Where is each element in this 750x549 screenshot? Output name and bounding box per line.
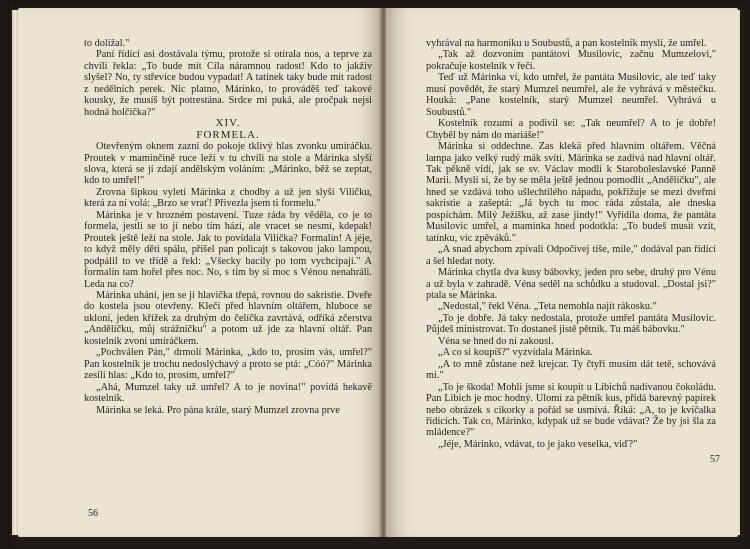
paragraph: Teď už Márinka ví, kdo umřel, že pantáta Musilovic, ale teď taky musí povědět, že starý Mumzel neumřel, ale že vyhrává v městečku. Houká: „Pane kostelník, starý Mumzel neumřel. Vyhrává u Soubustů." xyxy=(426,72,716,118)
chapter-number: XIV. xyxy=(215,117,241,130)
paragraph: Márinka uhání, jen se jí hlavička třepá, rovnou do sakristie. Dveře do kostela jsou otevřeny. Klečí před hlavním oltářem, hluboce se ukloní, jeden křížek za druhým do čelíčka zavrtává, odříká zčerstva „Andělíčku, můj strážníčku" a potom už jde za hlavní oltář. Pan kostelník zvoní umíráčkem. xyxy=(84,289,372,347)
left-page xyxy=(18,8,381,537)
paragraph: Márinka si oddechne. Zas klekä před hlavním oltářem. Věčná lampa jako velký rudý mák svítí. Márinka se zadívá nad hlavní oltář. Tak pěkně vidí, jak se sv. Václav modlí k Staroboleslavské Panně Marii. Myslí si, že by se měla ještě jednou pomodlit „Andělíčku", ale hned se vzdává toho ušlechtilého nápadu, pokřižuje se mezi dveřmi sakristie a zašeptá: „Já bych tu moc ráda zůstala, ale dneska pospíchám. Milý Ježíšku, až zase jindy!" Vyřídila doma, že pantáta Musilovic umřel, a maminka hned podotkla: „To budeš musit vzít, tatínku, víc zpěváků." xyxy=(426,141,716,244)
paragraph: „Ahá, Mumzel taky už umřel? A to je novina!" povídá hekavě kostelník. xyxy=(84,381,372,405)
paragraph: „To je škoda! Mohli jsme si koupit u Libichů nadívanou čokoládu. Pan Libich je moc hodný. Ulomí za pětník kus, přidá barevný papírek nebo obrázek s cikorky a pořád se usmívá. Říká: „A, to je kvíčalka řídících. Tak co, Márinko, kdypak už se bude vdávat? Že by jsi šla za mládence?" xyxy=(426,381,716,439)
paragraph: „Pochválen Pán," drmolí Márinka, „kdo to, prosím vás, umřel?" Pan kostelník je trochu nedoslýchavý a proto se ptá: „Cóó?" Márinka zesílí hlas: „Kdo to, prosím, umřel?" xyxy=(84,347,372,382)
page-number: 57 xyxy=(710,454,720,465)
paragraph: vyhrával na harmoniku u Soubustů, a pan kostelník myslí, že umřel. xyxy=(426,38,707,49)
paragraph: Zrovna šipkou vyletí Márinka z chodby a už jen slyší Viličku, která za ní volá: „Brzo se vrať! Přivezla jsem ti formelu." xyxy=(84,186,372,210)
right-page xyxy=(386,8,738,537)
left-page-text xyxy=(84,38,372,416)
open-book xyxy=(10,4,744,545)
paragraph: Otevřeným oknem zazní do pokoje tklivý hlas zvonku umíráčku. Proutek v maminčině ruce leží v tu chvíli na stole a Márinka slyší slova, která se jí zdají andělským voláním: „Márinko, běž se zeptat, kdo to umřel!" xyxy=(84,141,372,187)
paragraph: „Tak až dozvoním pantátovi Musilovic, začnu Mumzelovi," pokračuje kostelník v řeči. xyxy=(426,49,716,72)
paragraph: Márinka je v hrozném postavení. Tuze ráda by věděla, co je to formela, jestli se to jí nebo tím hází, ale vracet se nesmí, kdepak! Proutek ještě leží na stole. Jak to povídala Vilička? Formalín! A jéje, to když měly děti spálu, přišel pan policajt s takovou jako lampou, podpálil to ve třídě a řekl: „Všecky bacily po tom vychcípají." A formalín tam hořel přes noc. No, s tím by si moc s Vénou nenahráli. Leda na co? xyxy=(84,209,372,290)
paragraph: „A to mně zůstane než krejcar. Ty čtyři musím dát tetě, schovává mi." xyxy=(426,358,716,382)
chapter-title: FORMELA. xyxy=(196,128,260,141)
paragraph: „Nedostal," řekl Véna. „Teta nemohla najít rákosku." xyxy=(438,301,657,313)
paragraph: Márinka se leká. Pro pána krále, starý Mumzel zrovna prve xyxy=(96,404,340,416)
paragraph: to doližal." xyxy=(84,38,130,49)
paragraph: Paní řídící asi dostávala týmu, protože si otírala nos, a teprve za chvíli řekla: „To bude mít Cíla náramnou radost! Kdo to jakživ slyšel? No, ty střevíce budou vypadat! A tatínek taky bude mít radost z nedělních perek. Nic platno, Márinko, to prováděš teď takové kousky, že musíš být potrestána. Srdce mi puká, ale pročpak nejsi hodná holčička?" xyxy=(84,49,372,118)
paragraph: Véna se hned do ní zakousl. xyxy=(438,335,554,347)
right-page-text xyxy=(426,38,716,450)
paragraph: „To je dobře. Já taky nedostala, protože umřel pantáta Musilovic. Půjdeš ministrovat. To dostaneš jistě pětník. Tu máš bábovku." xyxy=(426,312,716,336)
page-number: 56 xyxy=(88,508,98,519)
paragraph: Márinka chytla dva kusy bábovky, jeden pro sebe, druhý pro Vénu a už byla v zahradě. Véna seděl na schůdku a studoval. „Dostal jsi?" ptala se Márinka. xyxy=(426,267,716,301)
paragraph: „A co si koupíš?" vyzvídala Márinka. xyxy=(438,347,593,359)
paragraph: „Jéje, Márinko, vdávat, to je jako veselka, viď?" xyxy=(438,438,638,450)
paragraph: Kostelník rozumí a podivil se: „Tak neumřel? A to je dobře! Chyběl by nám do mariáše!" xyxy=(426,118,716,141)
paragraph: „A snad abychom zpívali Odpočívej tiše, mile," dodával pan řídící a šel hledat noty. xyxy=(426,244,716,267)
